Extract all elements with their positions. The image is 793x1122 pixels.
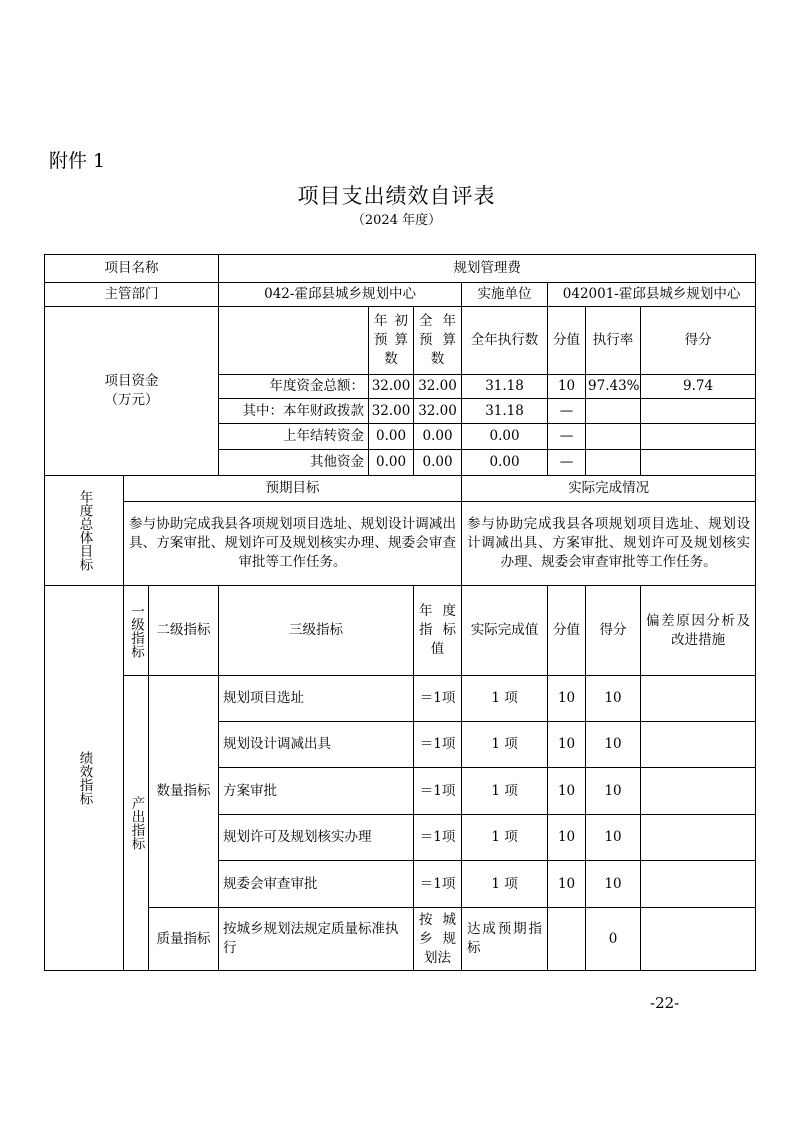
indicator-score-value [548,908,586,971]
performance-table [44,254,756,971]
level1-output-cell [124,676,149,971]
page-number: -22- [650,994,680,1012]
indicator-analysis [641,861,756,908]
indicator-score: 10 [586,768,641,815]
indicator-annual: ＝1项 [414,861,462,908]
funds-executed: 0.00 [462,450,548,476]
goals-label-cell [45,476,124,586]
funds-score [641,399,756,424]
funds-score-value: — [548,399,586,424]
header-full-budget: 全年预算数 [414,307,462,375]
indicator-analysis [641,676,756,722]
expected-goal-header: 预期目标 [124,476,462,502]
header-rate: 执行率 [586,307,641,375]
funds-score: 9.74 [641,375,756,399]
funds-executed: 31.18 [462,375,548,399]
funds-full: 32.00 [414,375,462,399]
indicators-label: 绩效指标 [76,751,93,805]
funds-score [641,450,756,476]
funds-full: 0.00 [414,424,462,450]
header-initial-budget: 年初预算数 [369,307,414,375]
project-name-label: 项目名称 [45,255,219,283]
indicator-score: 10 [586,861,641,908]
page-title: 项目支出绩效自评表 [297,184,496,208]
funds-row-label: 其中：本年财政拨款 [219,399,369,424]
department-value: 042-霍邱县城乡规划中心 [219,283,462,307]
indicator-name: 规划设计调减出具 [219,722,414,768]
indicator-name: 规划许可及规划核实办理 [219,815,414,861]
funds-rate [586,450,641,476]
project-name-row [45,255,756,283]
header-actual: 实际完成值 [462,586,548,676]
indicator-analysis [641,908,756,971]
indicators-header-row [45,586,756,676]
indicator-row [45,676,756,722]
funds-row-label: 其他资金 [219,450,369,476]
funds-full: 32.00 [414,399,462,424]
indicator-score-value: 10 [548,861,586,908]
department-row [45,283,756,307]
indicator-actual: 1 项 [462,768,548,815]
indicator-name: 规划项目选址 [219,676,414,722]
indicator-annual: ＝1项 [414,768,462,815]
header-level3: 三级指标 [219,586,414,676]
funds-rate: 97.43% [586,375,641,399]
actual-goal-header: 实际完成情况 [462,476,756,502]
indicator-score: 0 [586,908,641,971]
quantity-label: 数量指标 [149,676,219,908]
quality-label: 质量指标 [149,908,219,971]
level1-output: 产出指标 [128,796,145,850]
project-name-value: 规划管理费 [219,255,756,283]
indicator-score-value: 10 [548,768,586,815]
indicator-score-value: 10 [548,815,586,861]
funds-row-label: 年度资金总额： [219,375,369,399]
actual-goal-text: 参与协助完成我县各项规划项目选址、规划设计调减出具、方案审批、规划许可及规划核实办理、规委会审查审批等工作任务。 [462,502,756,586]
indicator-name: 方案审批 [219,768,414,815]
expected-goal-text: 参与协助完成我县各项规划项目选址、规划设计调减出具、方案审批、规划许可及规划核实办理、规委会审查审批等工作任务。 [124,502,462,586]
unit-value: 042001-霍邱县城乡规划中心 [548,283,756,307]
indicator-annual: ＝1项 [414,676,462,722]
indicators-label-cell [45,586,124,971]
indicator-analysis [641,722,756,768]
indicator-annual: 按城乡规划法 [414,908,462,971]
page-subtitle: （2024 年度） [351,213,442,228]
indicator-actual: 1 项 [462,676,548,722]
funds-score-value: — [548,450,586,476]
funds-label: 项目资金 （万元） [45,307,219,476]
indicator-annual: ＝1项 [414,815,462,861]
indicator-name: 规委会审查审批 [219,861,414,908]
funds-rate [586,399,641,424]
attachment-label: 附件 1 [49,150,106,172]
funds-initial: 0.00 [369,450,414,476]
header-level2: 二级指标 [149,586,219,676]
indicator-score: 10 [586,815,641,861]
funds-initial: 32.00 [369,375,414,399]
funds-initial: 32.00 [369,399,414,424]
header-level1: 一级指标 [128,603,144,658]
header-executed: 全年执行数 [462,307,548,375]
indicator-score: 10 [586,676,641,722]
goals-header-row [45,476,756,502]
indicator-analysis [641,768,756,815]
indicator-actual: 1 项 [462,861,548,908]
header-analysis: 偏差原因分析及改进措施 [641,586,756,676]
header-score: 得分 [641,307,756,375]
funds-score-value: — [548,424,586,450]
funds-row-label: 上年结转资金 [219,424,369,450]
funds-executed: 0.00 [462,424,548,450]
indicator-row [45,908,756,971]
indicator-score-value: 10 [548,722,586,768]
indicator-analysis [641,815,756,861]
funds-full: 0.00 [414,450,462,476]
indicator-annual: ＝1项 [414,722,462,768]
header-ind-score: 得分 [586,586,641,676]
funds-score [641,424,756,450]
funds-rate [586,424,641,450]
indicator-score: 10 [586,722,641,768]
funds-header-blank [219,307,369,375]
funds-executed: 31.18 [462,399,548,424]
indicator-actual: 1 项 [462,815,548,861]
indicator-name: 按城乡规划法规定质量标准执行 [219,908,414,971]
funds-score-value: 10 [548,375,586,399]
goals-label: 年度总体目标 [76,490,93,571]
indicator-score-value: 10 [548,676,586,722]
header-annual: 年度指标值 [414,586,462,676]
goals-content-row [45,502,756,586]
department-label: 主管部门 [45,283,219,307]
header-level1-cell [124,586,149,676]
funds-header-row [45,307,756,375]
funds-initial: 0.00 [369,424,414,450]
header-ind-score-value: 分值 [548,586,586,676]
header-score-value: 分值 [548,307,586,375]
indicator-actual: 1 项 [462,722,548,768]
indicator-actual: 达成预期指标 [462,908,548,971]
unit-label: 实施单位 [462,283,548,307]
